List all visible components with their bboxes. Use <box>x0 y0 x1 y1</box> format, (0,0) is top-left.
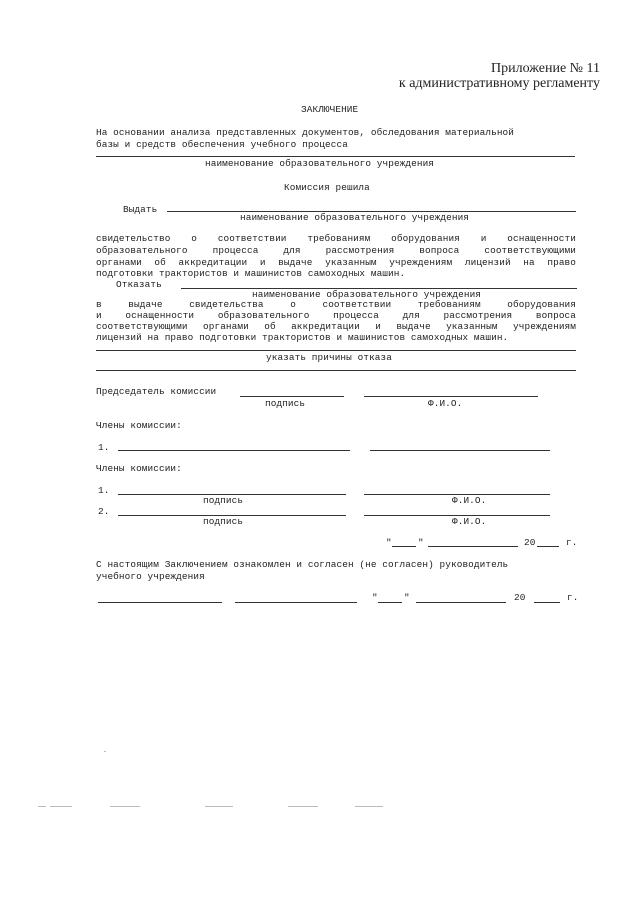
refuse-text-line-3: соответствующими органами об аккредитации и выдаче указанным учреждениям <box>96 321 576 332</box>
date-1-day-field[interactable] <box>392 546 416 547</box>
date-1-quote-close: " <box>418 537 424 548</box>
refuse-institution-caption: наименование образовательного учреждения <box>252 289 482 300</box>
member-2-name-caption: Ф.И.О. <box>452 516 487 527</box>
chairman-name-field[interactable] <box>364 396 538 397</box>
member-2-signature-caption: подпись <box>203 516 244 527</box>
refuse-text-line-2: и оснащенности образовательного процесса для рассмотрения вопроса <box>96 310 576 321</box>
date-1-year-field[interactable] <box>537 546 559 547</box>
member-1b-signature-caption: подпись <box>203 495 244 506</box>
member-number-2: 2. <box>98 506 110 517</box>
member-1-name-field[interactable] <box>370 450 550 451</box>
member-1-signature-field[interactable] <box>118 450 350 451</box>
members-label-2: Члены комиссии: <box>96 463 182 474</box>
refusal-reason-field[interactable] <box>96 350 576 351</box>
date-2-year-field[interactable] <box>534 602 560 603</box>
scan-mark <box>355 806 383 807</box>
members-label-1: Члены комиссии: <box>96 420 182 431</box>
chairman-name-caption: Ф.И.О. <box>428 398 463 409</box>
ack-line-2: учебного учреждения <box>96 571 205 582</box>
institution-name-caption: наименование образовательного учреждения <box>205 158 435 169</box>
commission-decided-label: Комиссия решила <box>284 182 370 193</box>
document-title: ЗАКЛЮЧЕНИЕ <box>301 104 359 115</box>
date-2-year-suffix: г. <box>567 592 579 603</box>
date-1-quote-open: " <box>386 537 392 548</box>
date-2-day-field[interactable] <box>378 602 402 603</box>
date-2-year-prefix: 20 <box>514 592 526 603</box>
chairman-label: Председатель комиссии <box>96 386 217 397</box>
scan-mark <box>288 806 318 807</box>
institution-name-field[interactable] <box>96 156 575 157</box>
date-2-month-field[interactable] <box>416 602 506 603</box>
scan-speck <box>104 751 106 752</box>
ack-name-field[interactable] <box>235 602 357 603</box>
issue-institution-caption: наименование образовательного учреждения <box>240 212 470 223</box>
ack-signature-field[interactable] <box>98 602 222 603</box>
chairman-signature-caption: подпись <box>265 398 306 409</box>
intro-line-1: На основании анализа представленных документов, обследования материальной <box>96 127 514 138</box>
refusal-reason-field-2[interactable] <box>96 370 576 371</box>
member-number-1: 1. <box>98 442 110 453</box>
regulation-reference: к административному регламенту <box>398 76 600 91</box>
ack-line-1: С настоящим Заключением ознакомлен и согласен (не согласен) руководитель <box>96 559 509 570</box>
issue-label: Выдать <box>123 204 158 215</box>
scan-mark <box>110 806 140 807</box>
intro-line-2: базы и средств обеспечения учебного процесса <box>96 139 348 150</box>
appendix-number: Приложение № 11 <box>491 61 600 76</box>
date-1-year-prefix: 20 <box>524 537 536 548</box>
scan-mark <box>205 806 233 807</box>
member-number-1b: 1. <box>98 485 110 496</box>
date-2-quote-open: " <box>372 592 378 603</box>
date-2-quote-close: " <box>404 592 410 603</box>
chairman-signature-field[interactable] <box>240 396 344 397</box>
issue-text-line-2: образовательного процесса для рассмотрения вопроса соответствующими <box>96 245 576 256</box>
scan-mark <box>38 806 46 807</box>
member-1b-name-caption: Ф.И.О. <box>452 495 487 506</box>
issue-text-line-4: подготовки трактористов и машинистов самоходных машин. <box>96 268 406 279</box>
refuse-text-line-1: в выдаче свидетельства о соответствии требованиям оборудования <box>96 299 576 310</box>
issue-text-line-3: органами об аккредитации и выдаче указанным учреждениям лицензий на право <box>96 257 576 268</box>
scan-mark <box>50 806 72 807</box>
refusal-reason-caption: указать причины отказа <box>266 352 392 363</box>
refuse-label: Отказать <box>116 279 162 290</box>
refuse-text-line-4: лицензий на право подготовки трактористов и машинистов самоходных машин. <box>96 332 509 343</box>
issue-text-line-1: свидетельство о соответствии требованиям оборудования и оснащенности <box>96 233 576 244</box>
date-1-year-suffix: г. <box>566 537 578 548</box>
date-1-month-field[interactable] <box>428 546 518 547</box>
